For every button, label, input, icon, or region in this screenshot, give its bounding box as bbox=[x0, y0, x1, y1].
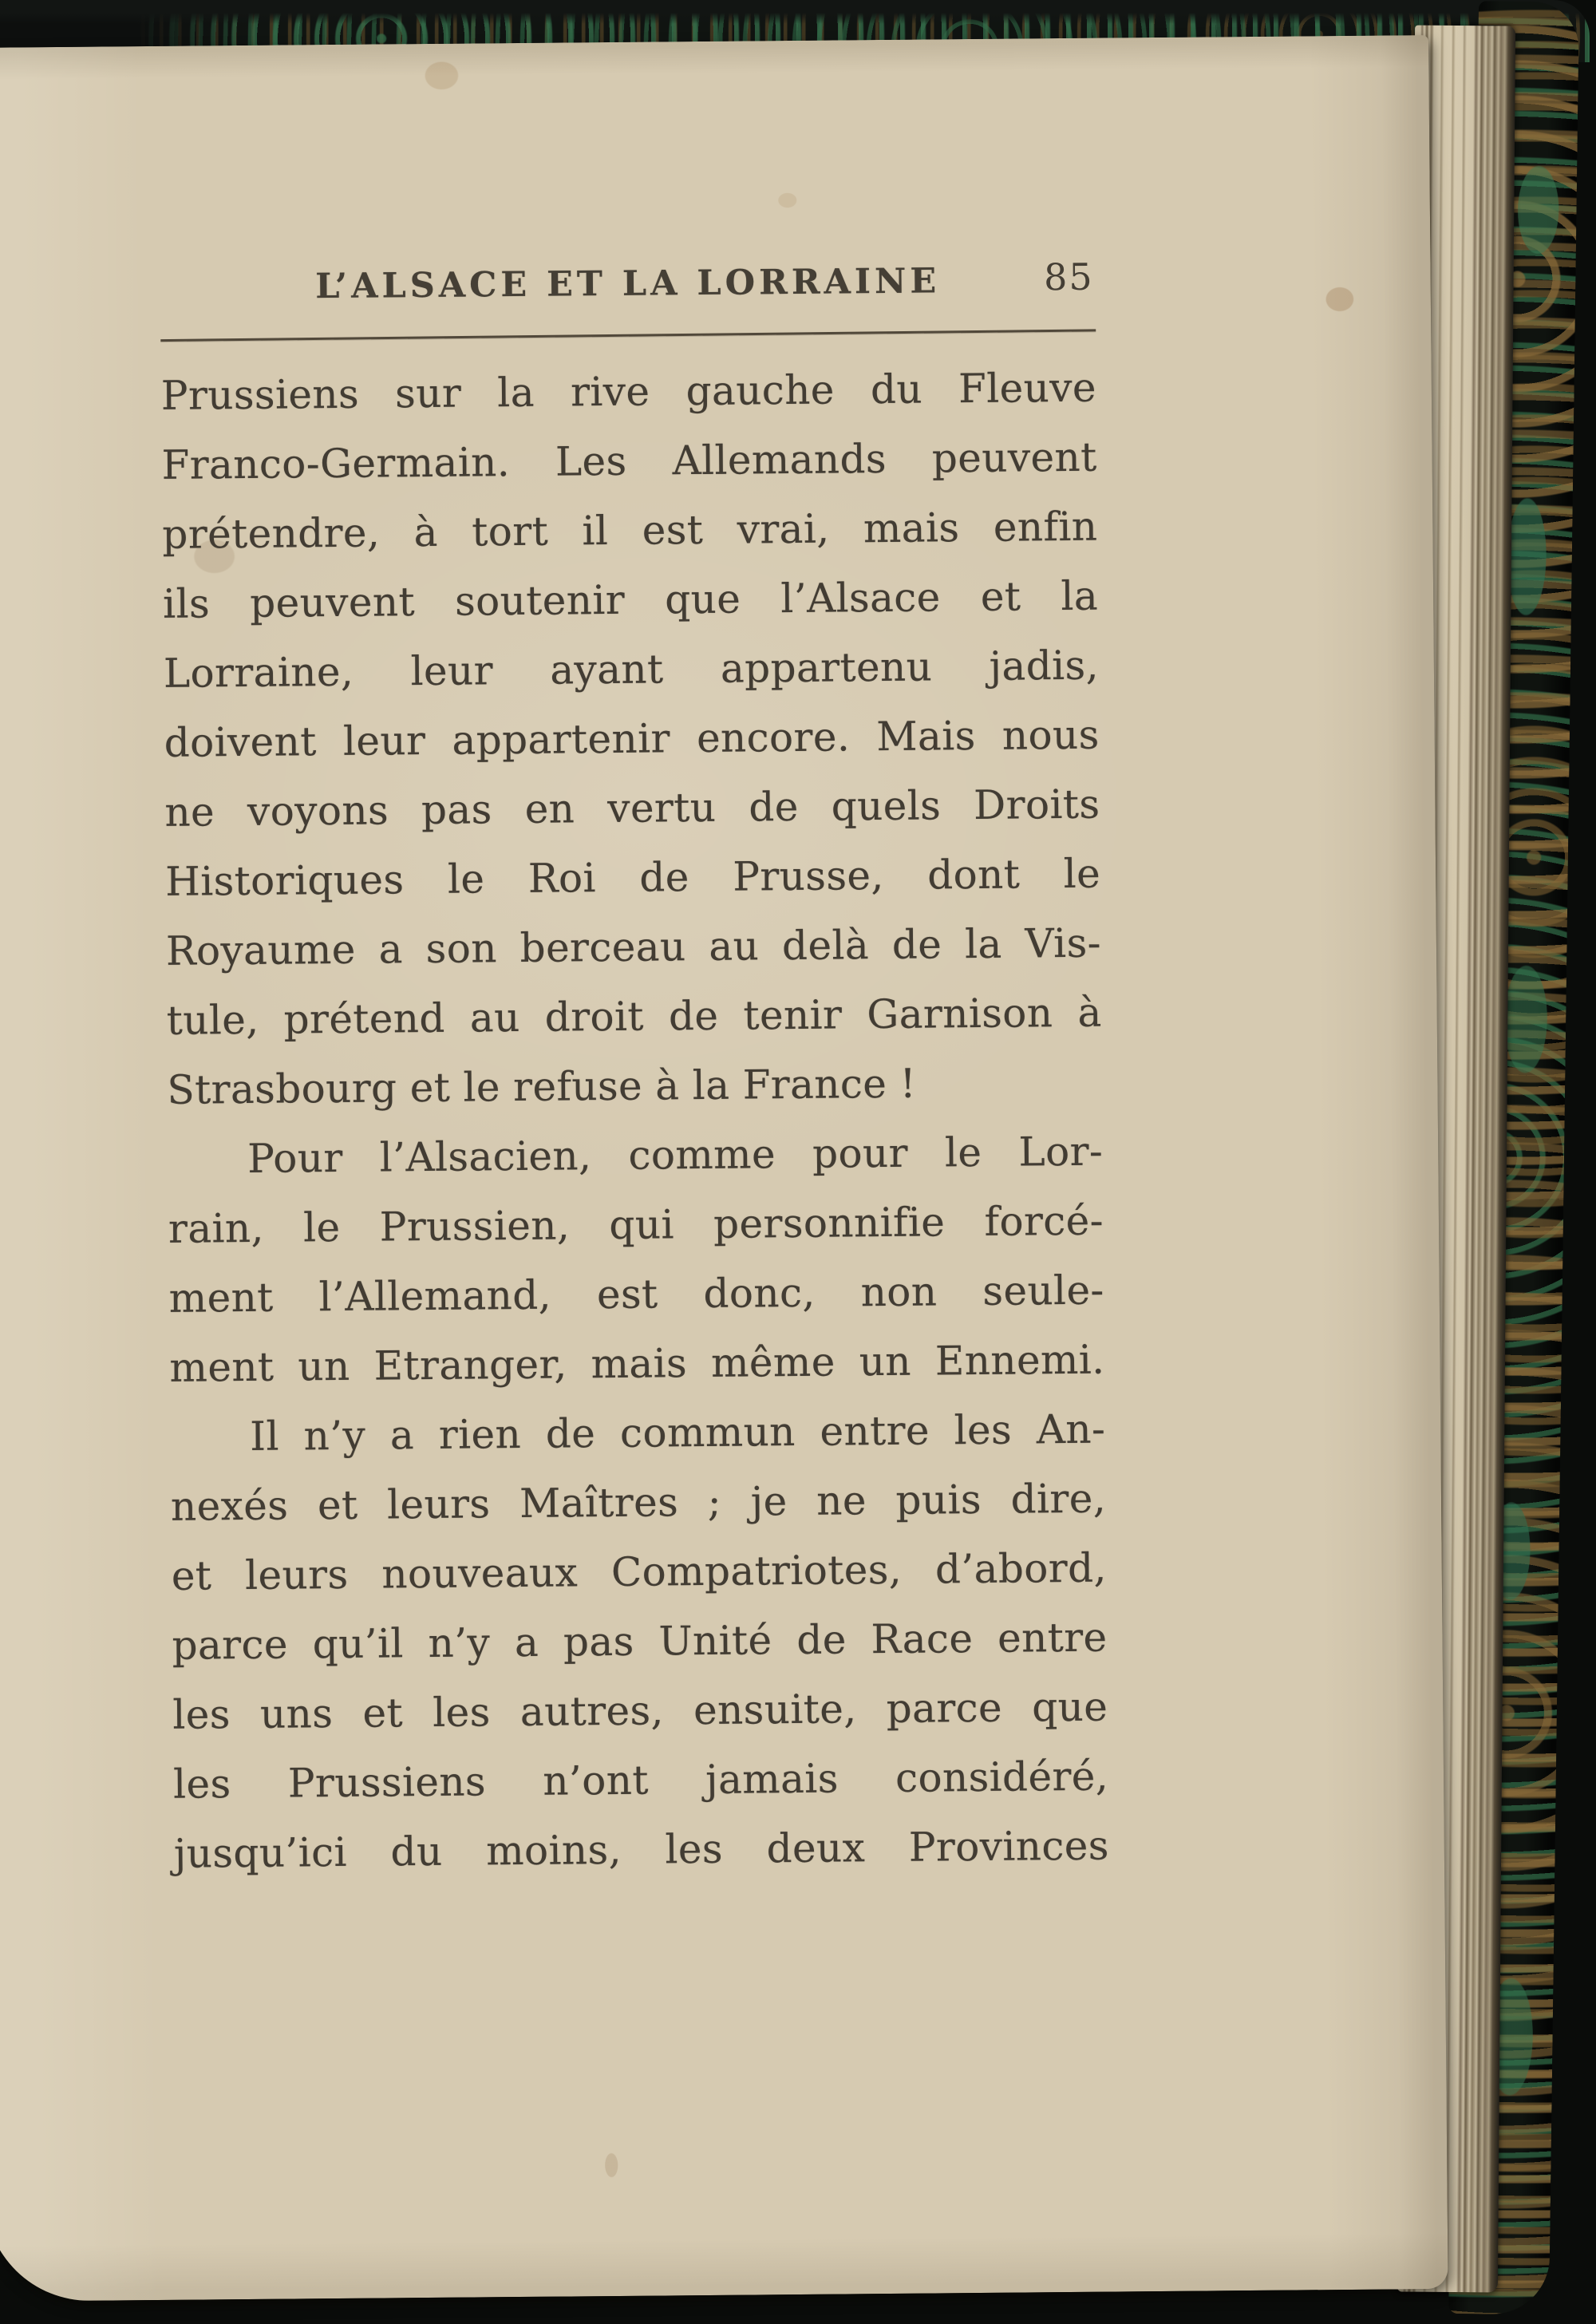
text-line: ment un Etranger, mais même un Ennemi. bbox=[169, 1336, 1105, 1391]
printed-content bbox=[158, 38, 1109, 1900]
text-line: Prussiens sur la rive gauche du Fleuve bbox=[160, 364, 1097, 419]
text-line: prétendre, à tort il est vrai, mais enfin bbox=[162, 503, 1098, 558]
text-line: jusqu’ici du moins, les deux Provinces bbox=[173, 1822, 1110, 1877]
text-line: et leurs nouveaux Compatriotes, d’abord, bbox=[171, 1544, 1107, 1599]
text-line: Royaume a son berceau au delà de la Vis- bbox=[165, 919, 1102, 974]
text-line: Pour l’Alsacien, comme pour le Lor- bbox=[247, 1128, 1104, 1182]
text-line: rain, le Prussien, qui personnifie forcé- bbox=[168, 1197, 1104, 1252]
text-line: doivent leur appartenir encore. Mais nous bbox=[164, 711, 1100, 766]
text-line: Franco-Germain. Les Allemands peuvent bbox=[161, 433, 1097, 488]
text-line: parce qu’il n’y a pas Unité de Race entre bbox=[172, 1614, 1108, 1669]
text-line: ne voyons pas en vertu de quels Droits bbox=[164, 781, 1100, 836]
running-header-title: L’ALSACE ET LA LORRAINE bbox=[315, 261, 941, 307]
text-line: Il n’y a rien de commun entre les An- bbox=[250, 1405, 1106, 1460]
text-block bbox=[161, 365, 1110, 1900]
text-line: les uns et les autres, ensuite, parce que bbox=[172, 1683, 1108, 1738]
page-number: 85 bbox=[1043, 255, 1094, 299]
text-line: les Prussiens n’ont jamais considéré, bbox=[172, 1753, 1109, 1808]
running-header bbox=[160, 255, 1095, 318]
text-line: tule, prétend au droit de tenir Garnison à bbox=[166, 989, 1102, 1044]
text-line: nexés et leurs Maîtres ; je ne puis dire, bbox=[170, 1475, 1107, 1530]
header-divider-rule bbox=[160, 329, 1096, 342]
text-line: Lorraine, leur ayant appartenu jadis, bbox=[163, 642, 1100, 697]
paper-sheet bbox=[0, 35, 1448, 2302]
text-line: ment l’Allemand, est donc, non seule- bbox=[168, 1267, 1104, 1322]
text-line: Strasbourg et le refuse à la France ! bbox=[167, 1060, 917, 1113]
text-line: ils peuvent soutenir que l’Alsace et la bbox=[162, 572, 1099, 627]
text-line: Historiques le Roi de Prusse, dont le bbox=[164, 850, 1101, 905]
